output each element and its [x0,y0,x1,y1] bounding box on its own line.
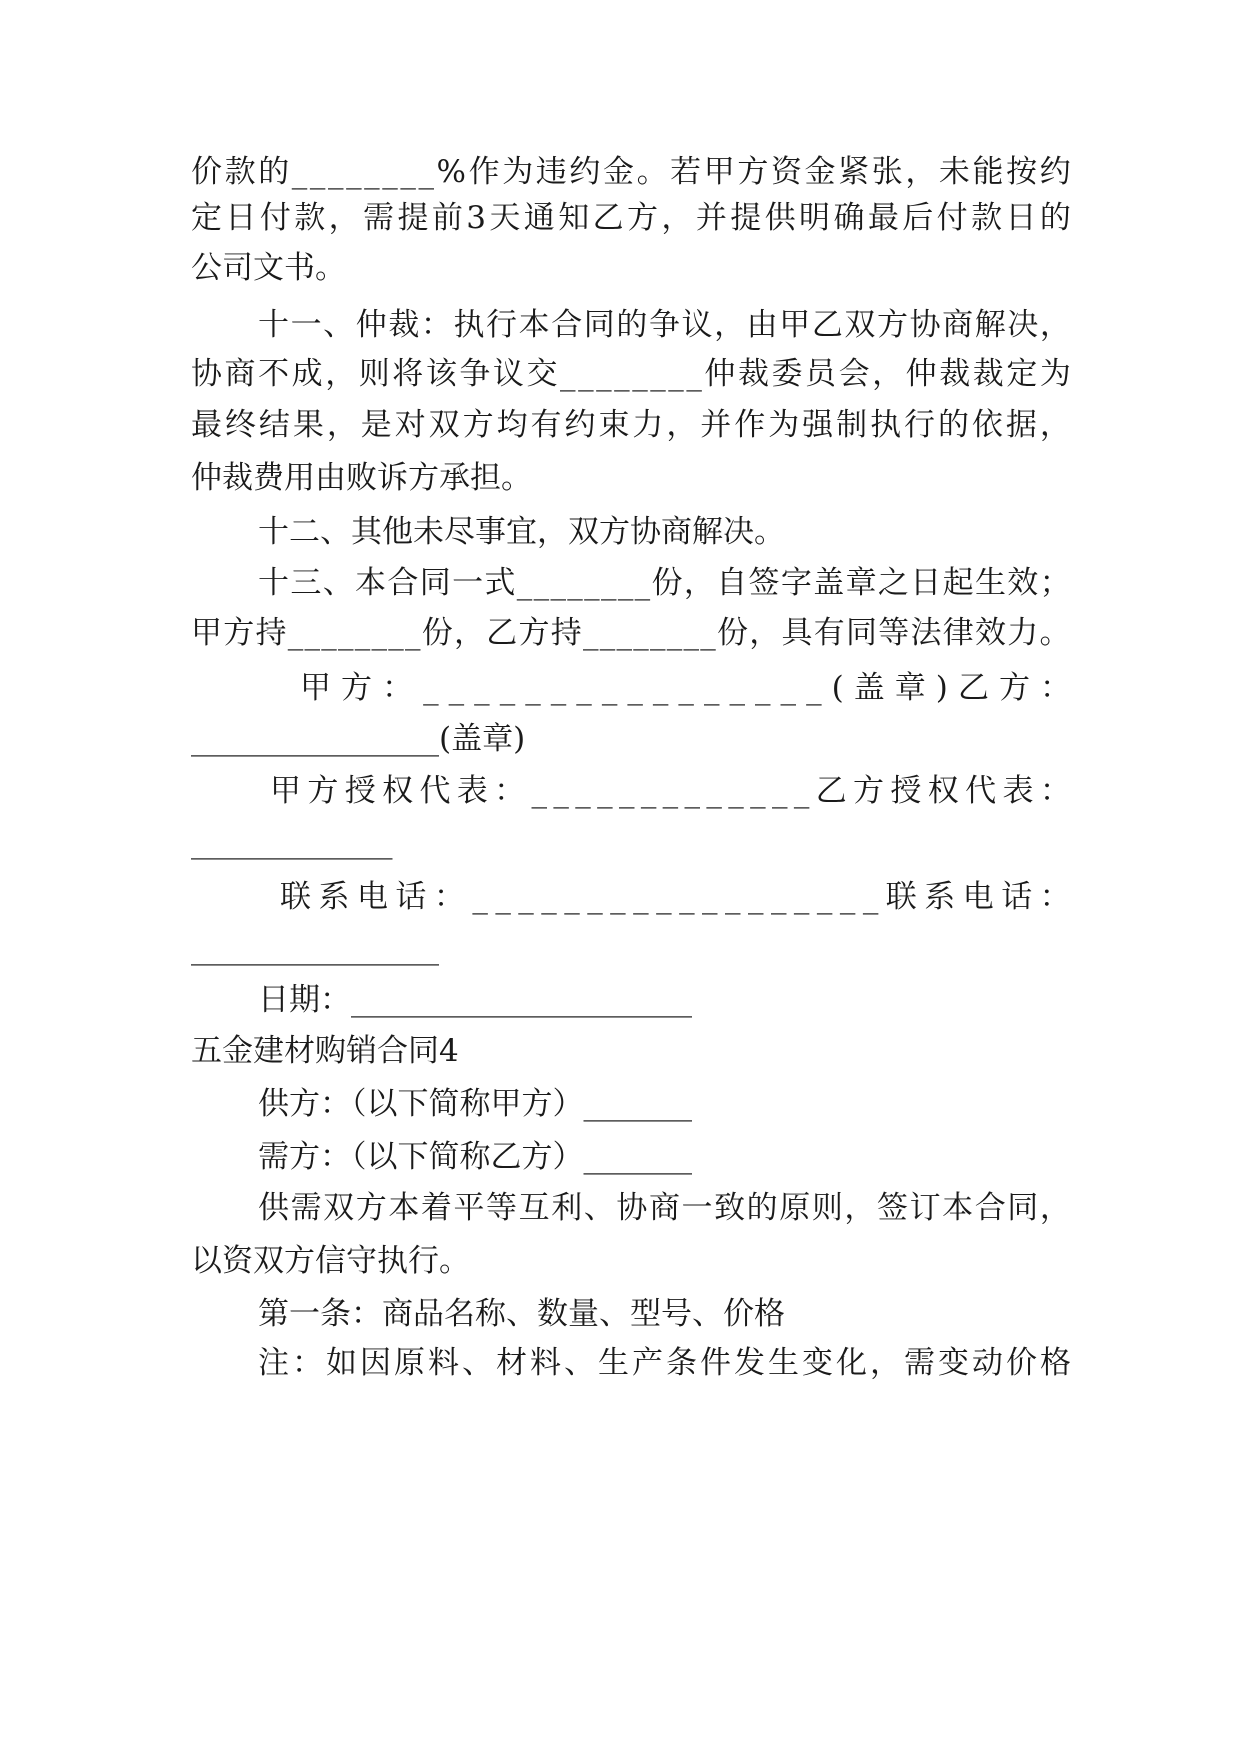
buyer-line: 需方：（以下简称乙方）_______ [258,1139,692,1175]
note-line: 注 ： 如 因 原 料 、 材 料 、 生 产 条 件 发 生 变 化 ， 需 变 动 价 格 [258,1345,1071,1381]
text-line: 公司文书。 [191,250,346,286]
text-line: 十二、其他未尽事宜，双方协商解决。 [258,514,785,550]
text-line: 仲裁费用由败诉方承担。 [191,460,532,496]
signature-line-party-b: ________________(盖章) [191,721,526,757]
representative-blank: _____________ [191,824,393,860]
text-line: 供 需 双 方 本 着 平 等 互 利 、 协 商 一 致 的 原 则 ， 签 订 本 合 同 ， [258,1190,1071,1226]
signature-line-party-a: 甲 方 ： _ _ _ _ _ _ _ _ _ _ _ _ _ _ _ _ ( 盖 章 ) 乙 方 ： [300,670,1071,706]
representative-line: 甲 方 授 权 代 表 ： _ _ _ _ _ _ _ _ _ _ _ _ _ 乙 方 授 权 代 表 ： [270,773,1071,809]
supplier-line: 供方：（以下简称甲方）_______ [258,1086,692,1122]
date-line: 日期：______________________ [258,982,692,1018]
text-line: 协 商 不 成 ， 则 将 该 争 议 交 _ _ _ _ _ _ _ _ 仲 裁 委 员 会 ， 仲 裁 裁 定 为 [191,356,1071,392]
phone-line: 联 系 电 话 ： _ _ _ _ _ _ _ _ _ _ _ _ _ _ _ _ _ _ 联 系 电 话 ： [280,879,1071,915]
text-line: 以资双方信守执行。 [191,1243,470,1279]
text-line: 十 一 、 仲 裁 ： 执 行 本 合 同 的 争 议 ， 由 甲 乙 双 方 协 商 解 决 ， [258,307,1071,343]
article-heading: 第一条：商品名称、数量、型号、价格 [258,1296,785,1332]
contract-title: 五金建材购销合同4 [191,1033,459,1069]
text-line: 定 日 付 款 ， 需 提 前 3 天 通 知 乙 方 ， 并 提 供 明 确 最 后 付 款 日 的 [191,200,1071,236]
text-line: 甲 方 持 _ _ _ _ _ _ _ _ 份 ， 乙 方 持 _ _ _ _ _ _ _ _ 份 ， 具 有 同 等 法 律 效 力 。 [191,615,1071,651]
phone-blank: ________________ [191,930,439,966]
text-line: 最 终 结 果 ， 是 对 双 方 均 有 约 束 力 ， 并 作 为 强 制 执 行 的 依 据 ， [191,407,1071,443]
text-line: 十 三 、 本 合 同 一 式 _ _ _ _ _ _ _ _ 份 ， 自 签 字 盖 章 之 日 起 生 效 ； [258,565,1071,601]
text-line: 价 款 的 _ _ _ _ _ _ _ _ % 作 为 违 约 金 。 若 甲 方 资 金 紧 张 ， 未 能 按 约 [191,154,1071,190]
